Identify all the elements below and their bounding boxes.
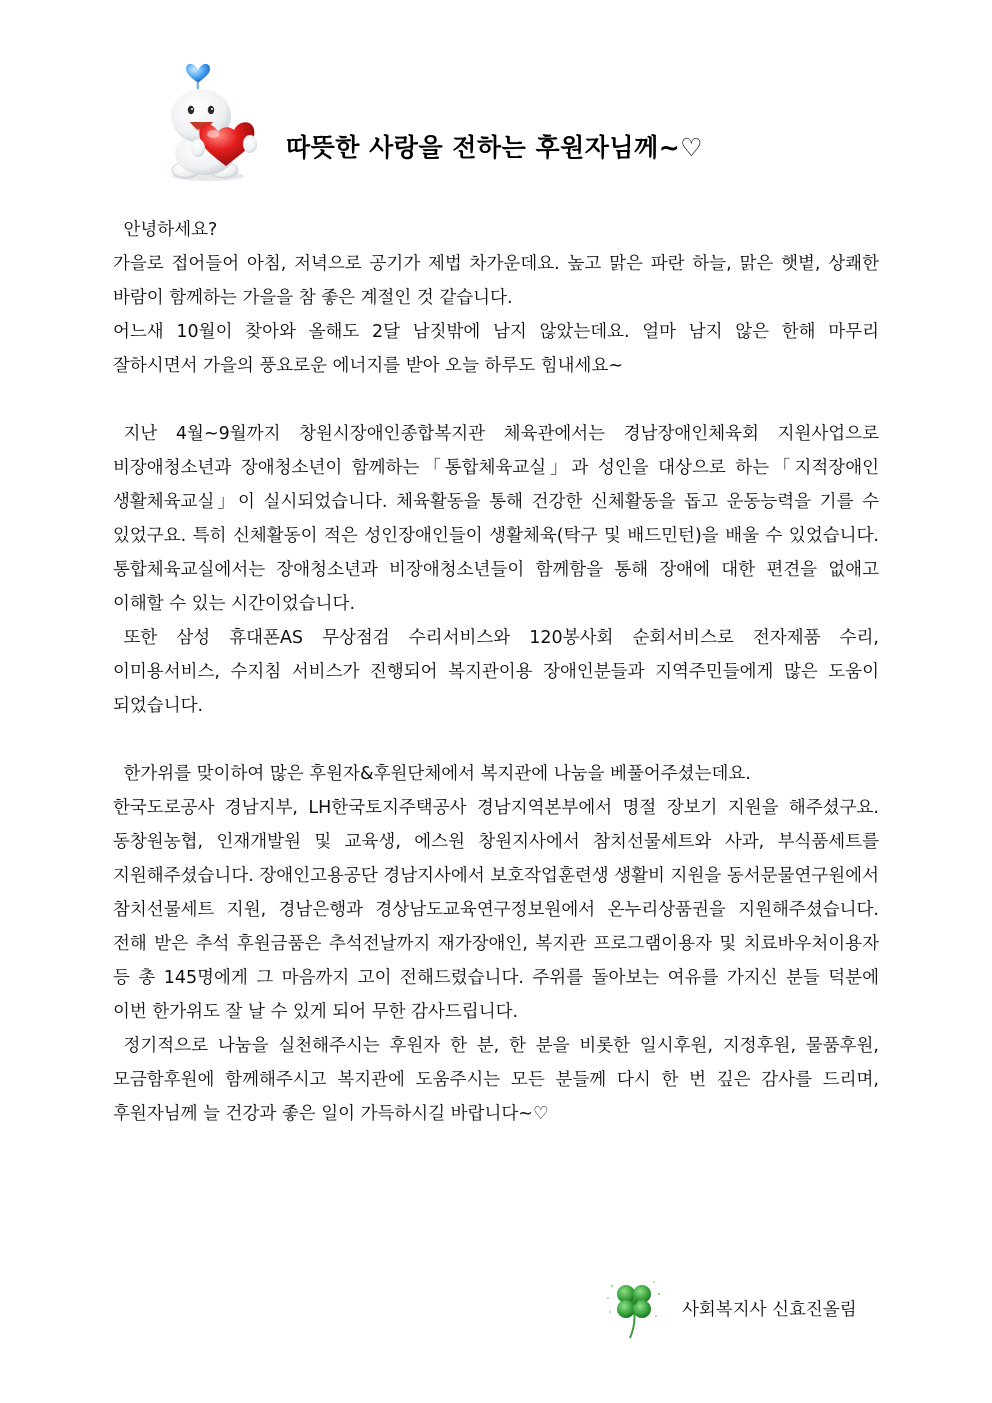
spacer bbox=[113, 383, 879, 417]
letter-title: 따뜻한 사랑을 전하는 후원자님께~♡ bbox=[286, 133, 704, 162]
paragraph-october: 어느새 10월이 찾아와 올해도 2달 남짓밖에 남지 않았는데요. 얼마 남지 않은 한해 마무리 잘하시면서 가을의 풍요로운 에너지를 받아 오늘 하루도 힘내세요~ bbox=[113, 322, 879, 376]
spacer bbox=[113, 723, 879, 757]
paragraph-donors: 한국도로공사 경남지부, LH한국토지주택공사 경남지역본부에서 명절 장보기 지원을 해주셨구요. 동창원농협, 인재개발원 및 교육생, 에스원 창원지사에서 참치선물세트와 사과, 부식품세트를 지원해주셨습니다. 장애인고용공단 경남지사에서 보호작업훈련생 생활비 지원을 동서문물연구원에서 참치선물세트 지원, 경남은행과 경상남도교육연구정보원에서 온누리상품권을 지원해주셨습니다. 전해 받은 추석 후원금품은 추석전날까지 재가장애인, 복지관 프로그램이용자 및 치료바우처이용자 등 총 145명에게 그 마음까지 고이 전해드렸습니다. 주위를 돌아보는 여유를 가지신 분들 덕분에 이번 한가위도 잘 날 수 있게 되어 무한 감사드립니다. bbox=[113, 798, 879, 1022]
paragraph-autumn-weather: 가을로 접어들어 아침, 저녁으로 공기가 제법 차가운데요. 높고 맑은 파란 하늘, 맑은 햇볕, 상쾌한 바람이 함께하는 가을을 참 좋은 계절인 것 같습니다. bbox=[113, 254, 879, 308]
greeting: 안녕하세요? bbox=[123, 220, 218, 240]
clover-icon bbox=[604, 1276, 664, 1340]
paragraph-sports-program: 지난 4월~9월까지 창원시장애인종합복지관 체육관에서는 경남장애인체육회 지원사업으로 비장애청소년과 장애청소년이 함께하는「통합체육교실」과 성인을 대상으로 하는「지적장애인 생활체육교실」이 실시되었습니다. 체육활동을 통해 건강한 신체활동을 돕고 운동능력을 기를 수 있었구요. 특히 신체활동이 적은 성인장애인들이 생활체육(탁구 및 배드민턴)을 배울 수 있었습니다. 통합체육교실에서는 장애청소년과 비장애청소년들이 함께함을 통해 장애에 대한 편견을 없애고 이해할 수 있는 시간이었습니다. bbox=[113, 424, 879, 614]
signature bbox=[604, 1276, 857, 1340]
letter-body bbox=[113, 213, 879, 1131]
paragraph-chuseok-intro: 한가위를 맞이하여 많은 후원자&후원단체에서 복지관에 나눔을 베풀어주셨는데요. bbox=[123, 764, 751, 784]
paragraph-repair-service: 또한 삼성 휴대폰AS 무상점검 수리서비스와 120봉사회 순회서비스로 전자제품 수리, 이미용서비스, 수지침 서비스가 진행되어 복지관이용 장애인분들과 지역주민들에게 많은 도움이 되었습니다. bbox=[113, 628, 879, 716]
paragraph-thanks: 정기적으로 나눔을 실천해주시는 후원자 한 분, 한 분을 비롯한 일시후원, 지정후원, 물품후원, 모금함후원에 함께해주시고 복지관에 도움주시는 모든 분들께 다시 한 번 깊은 감사를 드리며, 후원자님께 늘 건강과 좋은 일이 가득하시길 바랍니다~♡ bbox=[113, 1036, 879, 1124]
mascot-heart-illustration bbox=[158, 58, 268, 183]
signature-text: 사회복지사 신효진올림 bbox=[682, 1299, 857, 1320]
